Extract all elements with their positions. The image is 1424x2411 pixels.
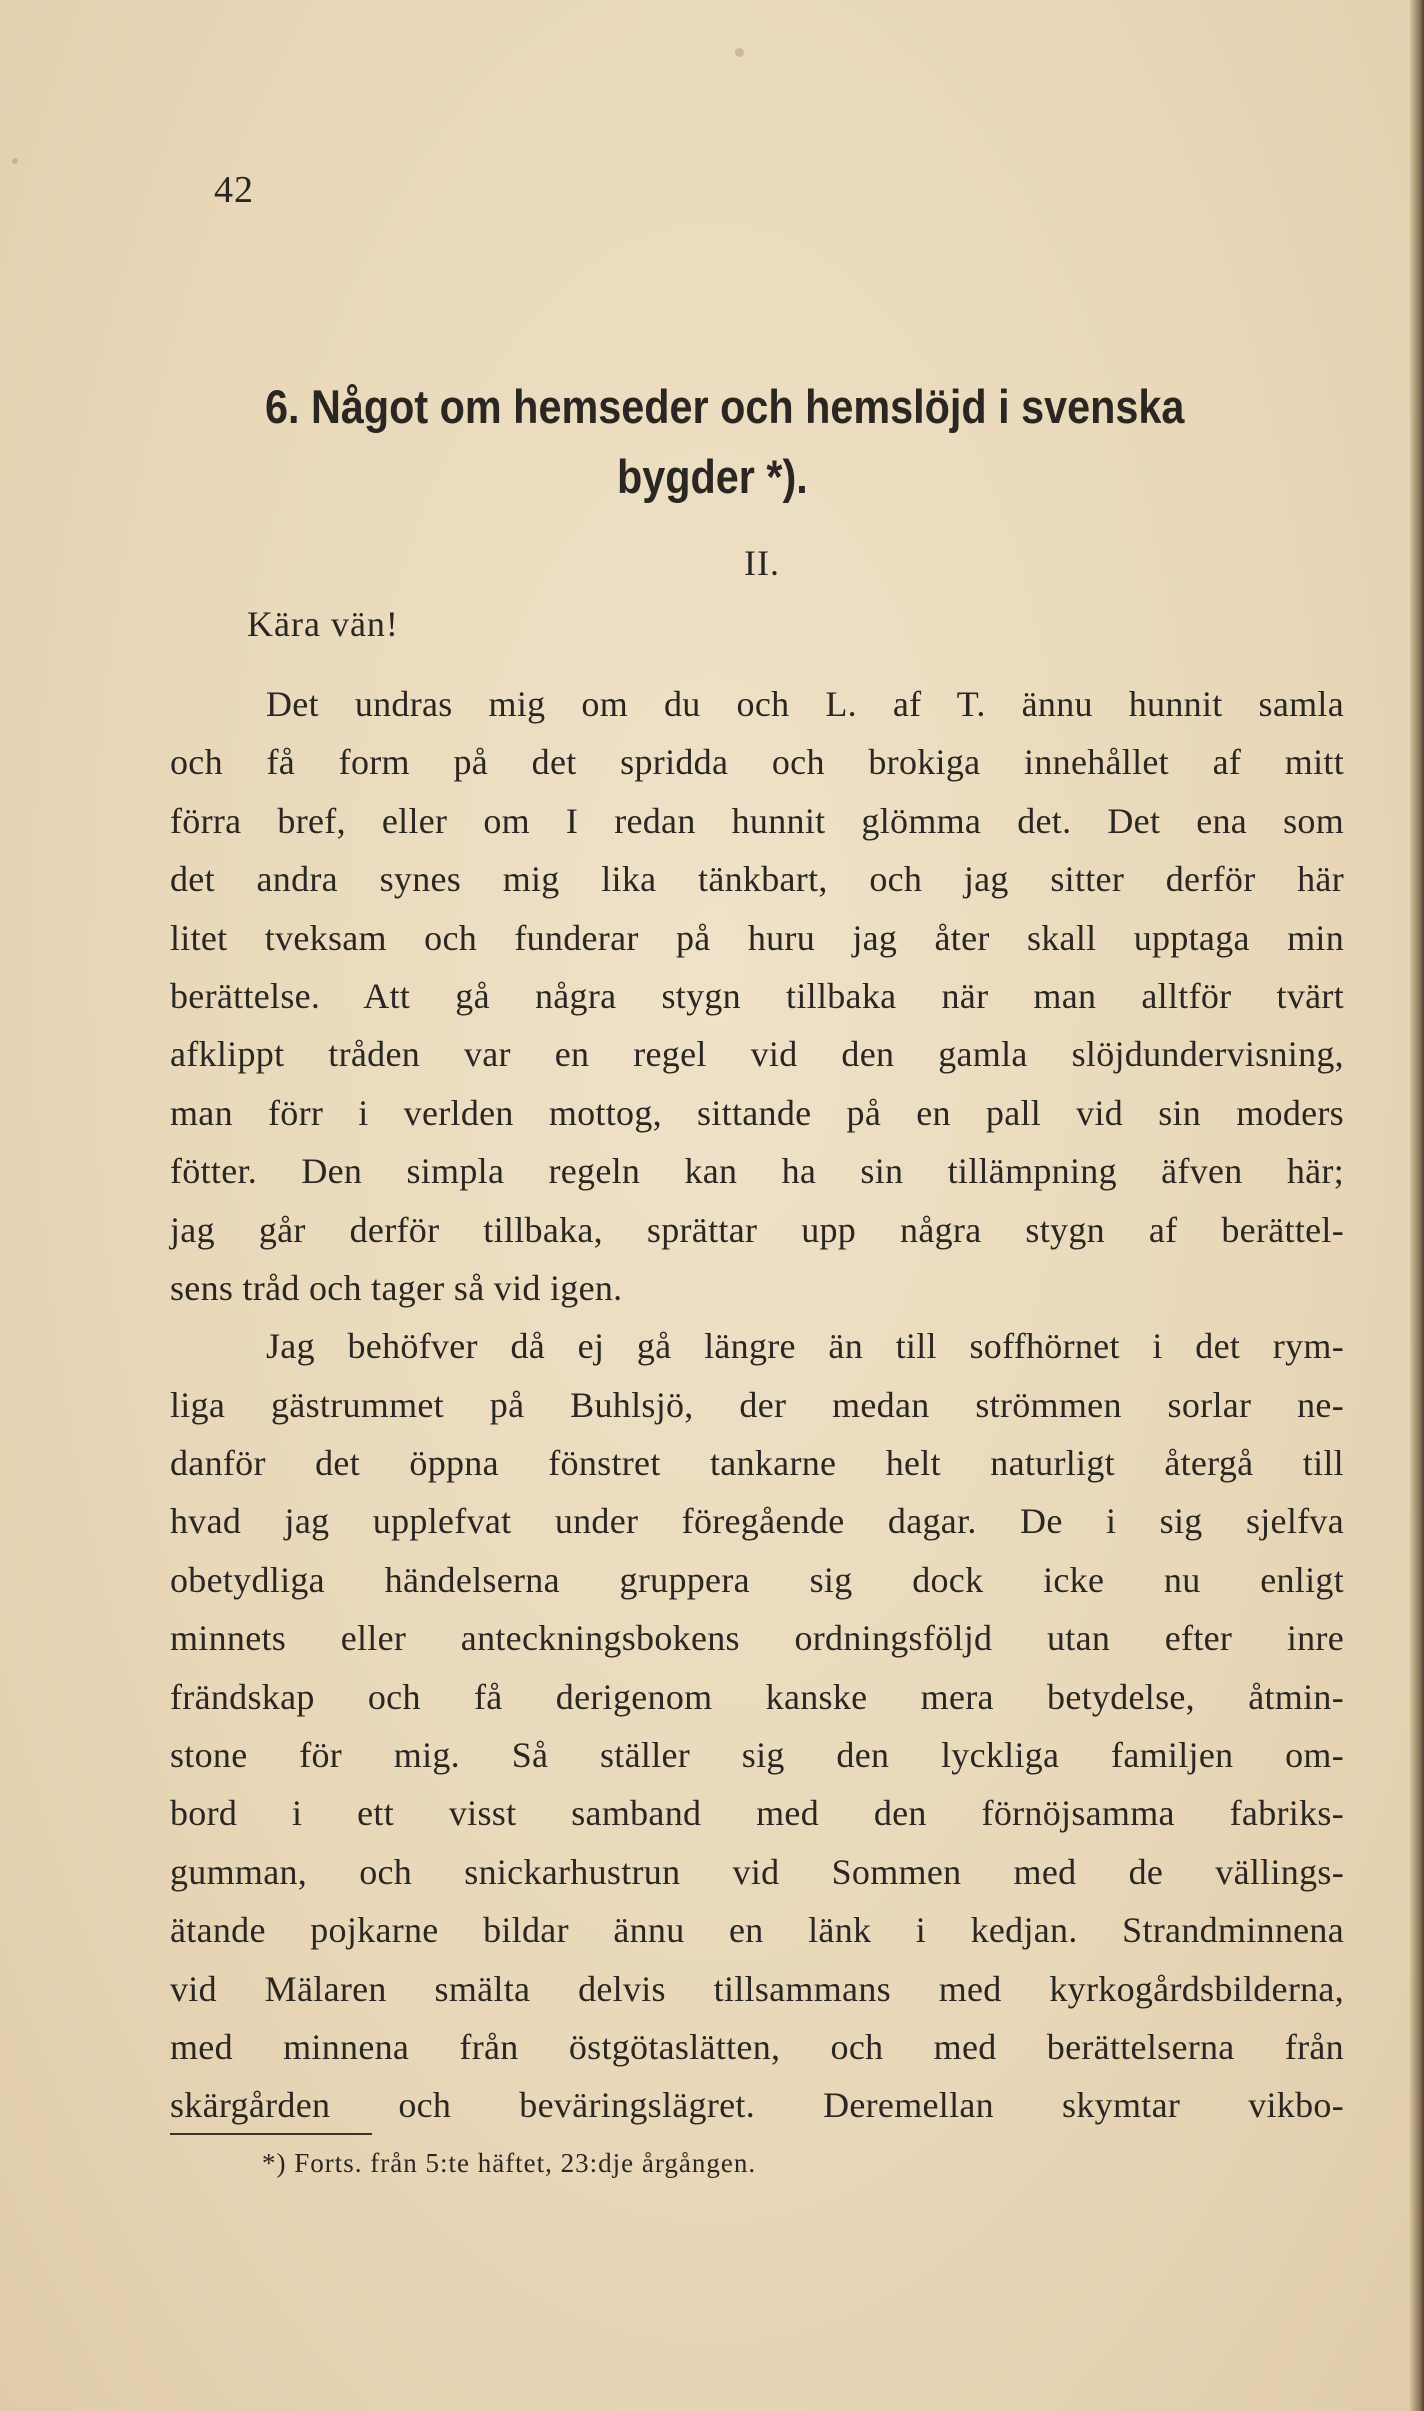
text-line: sens tråd och tager så vid igen. xyxy=(170,1267,623,1308)
footnote: *) Forts. från 5:te häftet, 23:dje årgången. xyxy=(262,2148,757,2178)
text-line: med minnena från östgötaslätten, och med berättelserna från xyxy=(170,2026,1344,2067)
chapter-title xyxy=(265,372,1185,512)
text-line: danför det öppna fönstret tankarne helt naturligt återgå till xyxy=(170,1443,1344,1484)
text-line: litet tveksam och funderar på huru jag åter skall upptaga min xyxy=(170,917,1344,958)
text-line: bord i ett visst samband med den förnöjsamma fabriks- xyxy=(170,1793,1344,1834)
text-line: Jag behöfver då ej gå längre än till soffhörnet i det rym- xyxy=(266,1326,1344,1367)
text-line: liga gästrummet på Buhlsjö, der medan strömmen sorlar ne- xyxy=(170,1384,1344,1425)
text-line: och få form på det spridda och brokiga innehållet af mitt xyxy=(170,742,1344,783)
page-edge xyxy=(1410,0,1424,2411)
chapter-title-line-2: bygder *). xyxy=(617,450,808,503)
text-line: det andra synes mig lika tänkbart, och jag sitter derför här xyxy=(170,859,1344,900)
text-line: frändskap och få derigenom kanske mera betydelse, åtmin- xyxy=(170,1676,1344,1717)
text-line: ätande pojkarne bildar ännu en länk i kedjan. Strandminnena xyxy=(170,1910,1344,1951)
text-line: obetydliga händelserna gruppera sig dock icke nu enligt xyxy=(170,1559,1344,1600)
chapter-title-line-1: 6. Något om hemseder och hemslöjd i svenska xyxy=(265,380,1185,433)
text-line: man förr i verlden mottog, sittande på en pall vid sin moders xyxy=(170,1092,1344,1133)
text-line: jag går derför tillbaka, sprättar upp några stygn af berättel- xyxy=(170,1209,1344,1250)
text-line: berättelse. Att gå några stygn tillbaka när man alltför tvärt xyxy=(170,975,1344,1016)
text-line: stone för mig. Så ställer sig den lyckliga familjen om- xyxy=(170,1735,1344,1776)
footnote-divider xyxy=(170,2133,372,2135)
paper-spot xyxy=(12,158,18,164)
text-line: förra bref, eller om I redan hunnit glömma det. Det ena som xyxy=(170,800,1344,841)
text-line: Det undras mig om du och L. af T. ännu hunnit samla xyxy=(266,684,1344,724)
text-line: minnets eller anteckningsbokens ordningsföljd utan efter inre xyxy=(170,1618,1344,1659)
text-line: afklippt tråden var en regel vid den gamla slöjdundervisning, xyxy=(170,1034,1344,1075)
text-line: hvad jag upplefvat under föregående dagar. De i sig sjelfva xyxy=(170,1501,1344,1542)
page-number: 42 xyxy=(214,169,254,211)
body-text xyxy=(170,675,1344,2135)
text-line: fötter. Den simpla regeln kan ha sin tillämpning äfven här; xyxy=(170,1151,1344,1192)
salutation: Kära vän! xyxy=(247,604,399,644)
text-line: gumman, och snickarhustrun vid Sommen med de vällings- xyxy=(170,1851,1344,1892)
text-line: skärgården och beväringslägret. Deremellan skymtar vikbo- xyxy=(170,2085,1344,2126)
part-numeral: II. xyxy=(744,543,780,583)
paper-spot xyxy=(735,48,744,57)
text-line: vid Mälaren smälta delvis tillsammans med kyrkogårdsbilderna, xyxy=(170,1968,1344,2009)
